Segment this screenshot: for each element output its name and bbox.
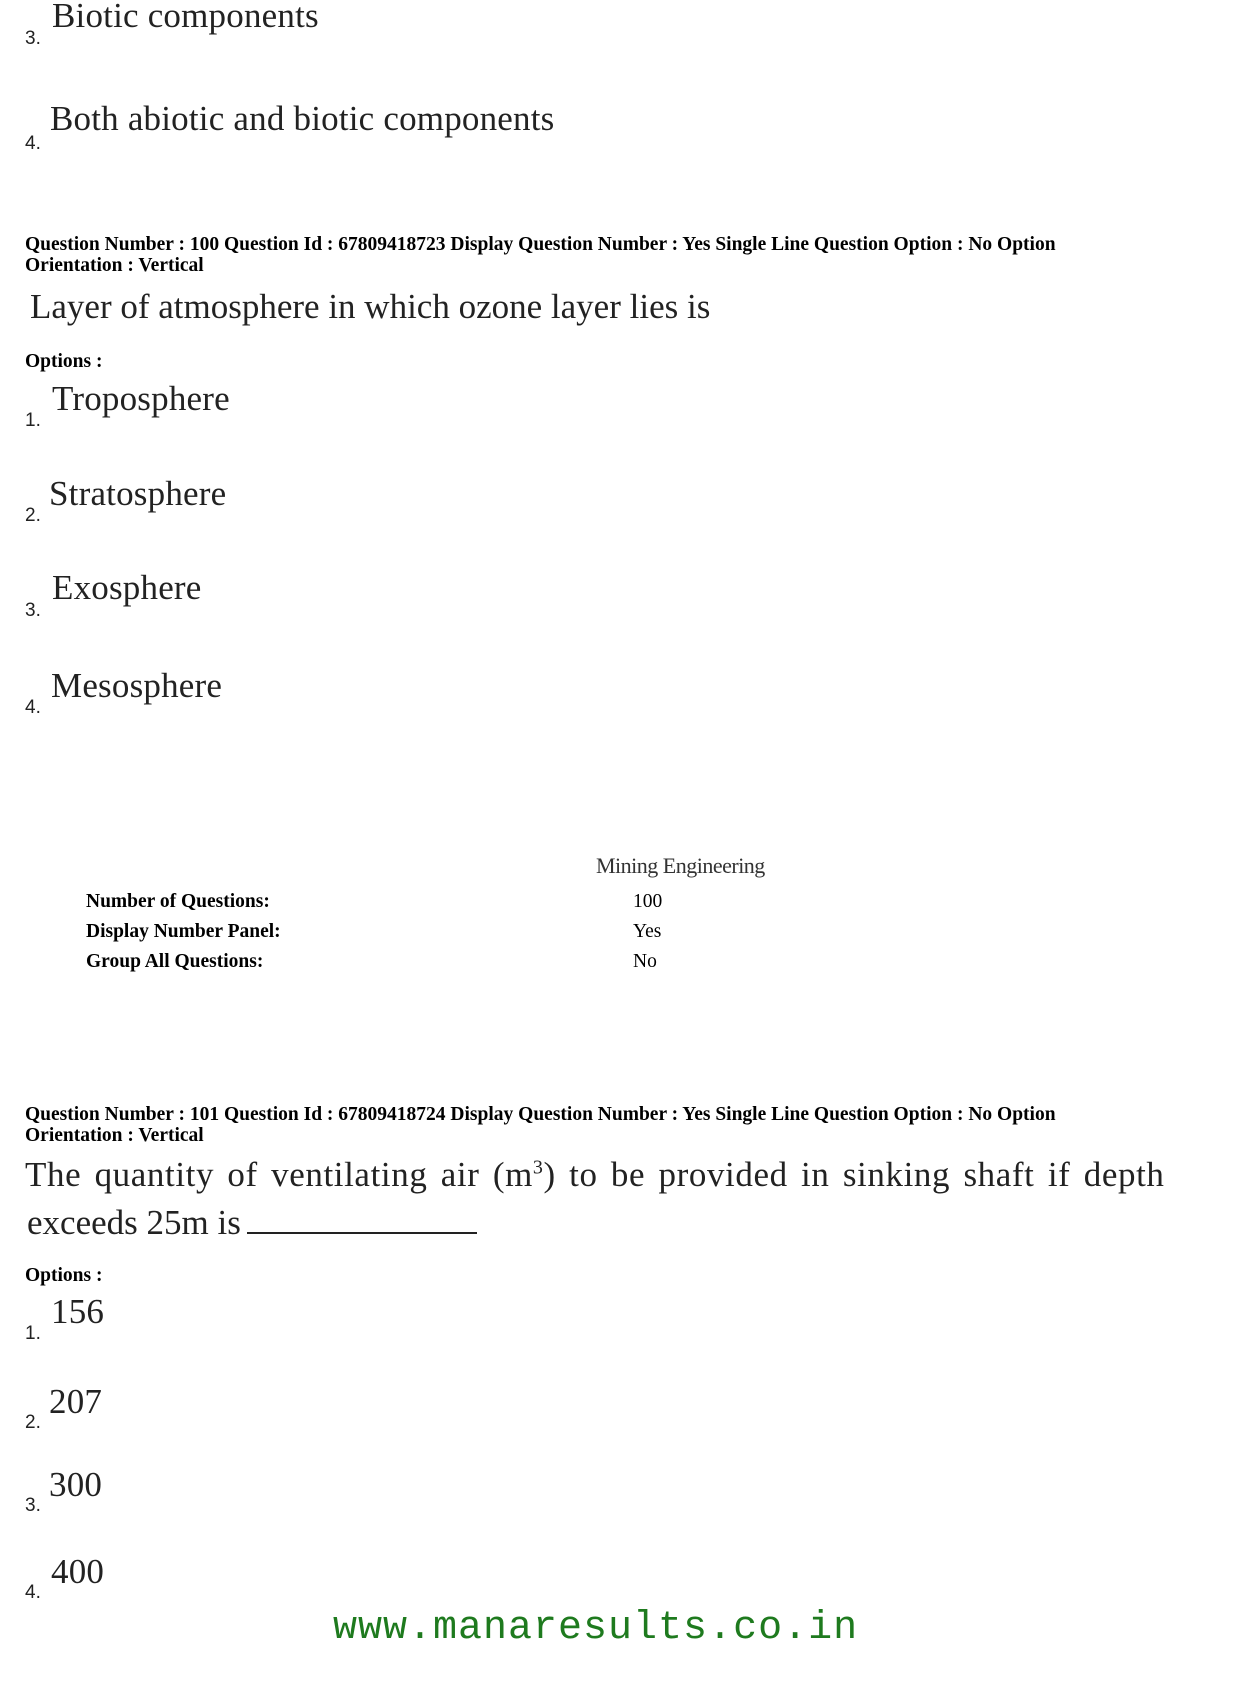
question-meta-line2: Orientation : Vertical (25, 255, 204, 276)
option-text: 156 (51, 1292, 105, 1331)
question-meta-line1: Question Number : 100 Question Id : 67809418723 Display Question Number : Yes Single Line Question Option : No Option (25, 234, 1056, 255)
option-text: Mesosphere (51, 666, 223, 705)
info-label: Display Number Panel: (86, 921, 281, 942)
answer-blank (247, 1232, 477, 1234)
question-text-superscript: 3 (532, 1156, 544, 1179)
option-number: 1. (25, 1323, 41, 1344)
option-number: 2. (25, 1412, 41, 1433)
option-text: Biotic components (52, 0, 319, 35)
option-text: Stratosphere (49, 474, 227, 513)
options-label: Options : (25, 1265, 103, 1286)
info-value: No (633, 951, 657, 972)
section-title: Mining Engineering (596, 853, 765, 878)
question-text-line1 (25, 1155, 1165, 1195)
option-text: Troposphere (52, 379, 230, 418)
question-text: Layer of atmosphere in which ozone layer lies is (30, 287, 711, 326)
question-text-line2 (27, 1203, 477, 1243)
info-value: Yes (633, 921, 662, 942)
option-number: 4. (25, 697, 41, 718)
info-label: Number of Questions: (86, 891, 270, 912)
option-number: 3. (25, 28, 41, 49)
question-text-line2-text: exceeds 25m is (27, 1203, 241, 1242)
info-value: 100 (633, 891, 663, 912)
option-number: 4. (25, 133, 41, 154)
question-meta-line1: Question Number : 101 Question Id : 67809418724 Display Question Number : Yes Single Line Question Option : No Option (25, 1104, 1056, 1125)
question-meta-line2: Orientation : Vertical (25, 1125, 204, 1146)
option-number: 4. (25, 1582, 41, 1603)
question-meta (25, 1104, 1056, 1146)
info-label: Group All Questions: (86, 951, 264, 972)
options-label: Options : (25, 351, 103, 372)
option-number: 3. (25, 600, 41, 621)
option-text: 400 (51, 1552, 105, 1591)
option-text: Exosphere (52, 568, 202, 607)
option-number: 1. (25, 410, 41, 431)
question-text-part2: ) to be provided in sinking shaft if depth (543, 1155, 1165, 1194)
footer-url: www.manaresults.co.in (333, 1606, 859, 1651)
question-text-part1: The quantity of ventilating air (m (25, 1155, 533, 1194)
question-meta (25, 234, 1056, 276)
option-number: 3. (25, 1495, 41, 1516)
option-text: Both abiotic and biotic components (50, 99, 555, 138)
option-number: 2. (25, 505, 41, 526)
option-text: 207 (49, 1382, 103, 1421)
option-text: 300 (49, 1465, 103, 1504)
